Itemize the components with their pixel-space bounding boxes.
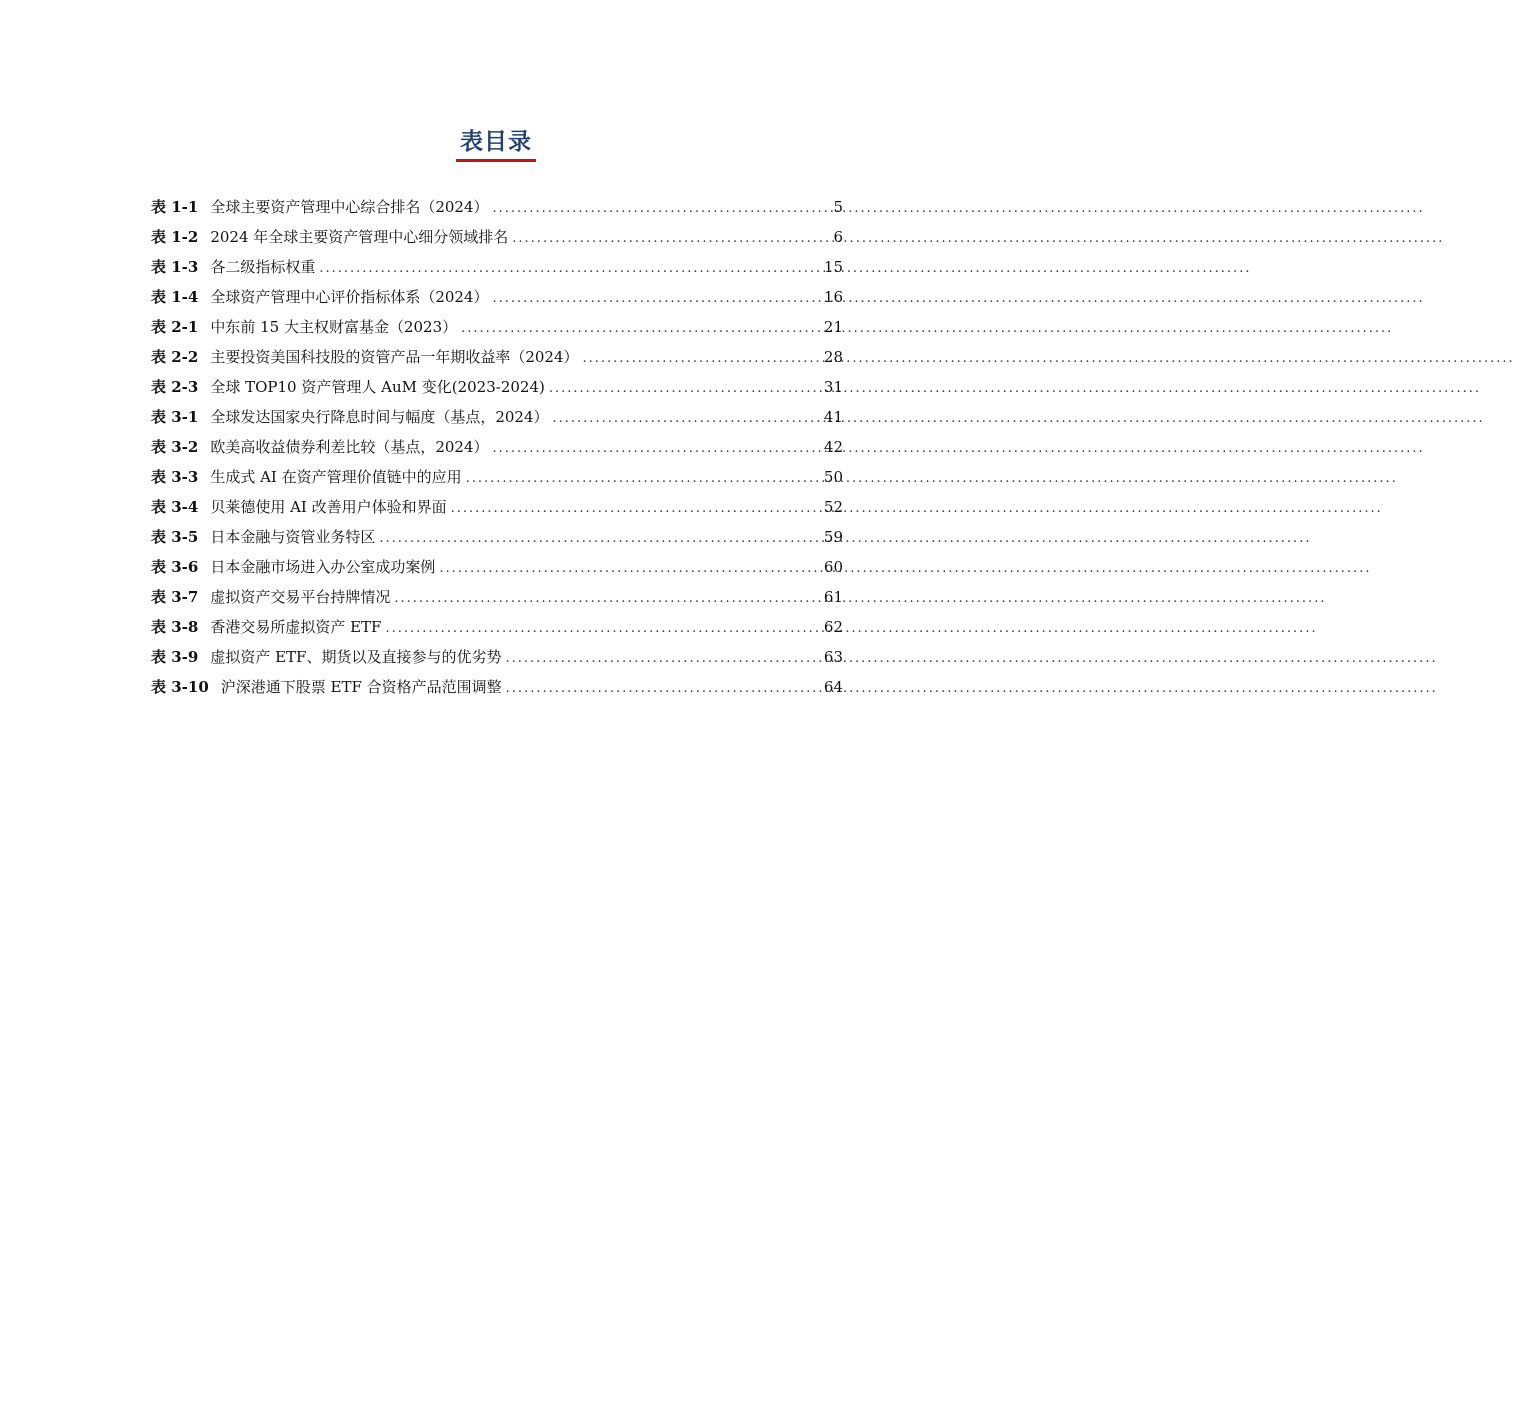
toc-entry-label: 欧美高收益债券利差比较（基点，2024） <box>210 438 489 456</box>
toc-entry-number: 表 3-3 <box>151 468 199 486</box>
toc-entry-number: 表 3-4 <box>151 498 199 516</box>
toc-entry-page-number: 41 <box>823 408 843 426</box>
toc-dot-leader <box>493 198 829 220</box>
toc-dot-leader <box>553 408 820 430</box>
toc-entry[interactable] <box>151 376 843 406</box>
toc-entry-page-number: 50 <box>823 468 843 486</box>
toc-entry-page-number: 62 <box>823 618 843 636</box>
toc-entry-label: 2024 年全球主要资产管理中心细分领域排名 <box>210 228 509 246</box>
toc-dot-leader <box>506 678 820 700</box>
toc-entry-number: 表 3-6 <box>151 558 199 576</box>
table-of-contents <box>151 196 843 706</box>
toc-entry-number: 表 2-2 <box>151 348 199 366</box>
toc-entry-label: 中东前 15 大主权财富基金（2023） <box>210 318 458 336</box>
toc-dot-leader <box>512 228 829 250</box>
page-title: 表目录 <box>456 128 536 162</box>
toc-dot-leader <box>583 348 820 370</box>
toc-entry-page-number: 60 <box>823 558 843 576</box>
toc-entry-number: 表 1-1 <box>151 198 199 216</box>
toc-entry-page-number: 63 <box>823 648 843 666</box>
toc-entry-page-number: 16 <box>823 288 843 306</box>
toc-entry-page-number: 31 <box>823 378 843 396</box>
toc-entry-page-number: 42 <box>823 438 843 456</box>
toc-entry-label: 日本金融与资管业务特区 <box>210 528 376 546</box>
toc-entry[interactable] <box>151 436 843 466</box>
toc-entry-page-number: 59 <box>823 528 843 546</box>
toc-entry-page-number: 61 <box>823 588 843 606</box>
toc-entry-label: 贝莱德使用 AI 改善用户体验和界面 <box>210 498 447 516</box>
toc-entry[interactable] <box>151 526 843 556</box>
toc-entry-page-number: 15 <box>823 258 843 276</box>
toc-entry-page-number: 64 <box>823 678 843 696</box>
toc-entry[interactable] <box>151 556 843 586</box>
toc-entry-label: 主要投资美国科技股的资管产品一年期收益率（2024） <box>210 348 579 366</box>
toc-entry-label: 香港交易所虚拟资产 ETF <box>210 618 382 636</box>
toc-entry-label: 虚拟资产交易平台持牌情况 <box>210 588 391 606</box>
toc-entry-page-number: 28 <box>823 348 843 366</box>
toc-entry[interactable] <box>151 316 843 346</box>
toc-entry-number: 表 3-10 <box>151 678 209 696</box>
toc-dot-leader <box>493 288 820 310</box>
toc-entry-number: 表 1-3 <box>151 258 199 276</box>
toc-entry[interactable] <box>151 496 843 526</box>
toc-entry[interactable] <box>151 256 843 286</box>
toc-entry[interactable] <box>151 616 843 646</box>
toc-entry-label: 全球 TOP10 资产管理人 AuM 变化(2023-2024) <box>210 378 545 396</box>
toc-entry-label: 虚拟资产 ETF、期货以及直接参与的优劣势 <box>210 648 502 666</box>
toc-entry[interactable] <box>151 226 843 256</box>
toc-dot-leader <box>385 618 819 640</box>
toc-entry-label: 生成式 AI 在资产管理价值链中的应用 <box>210 468 462 486</box>
toc-entry-page-number: 52 <box>823 498 843 516</box>
toc-entry[interactable] <box>151 286 843 316</box>
toc-dot-leader <box>461 318 820 340</box>
toc-entry-page-number: 6 <box>833 228 843 246</box>
title-container <box>0 128 992 162</box>
toc-entry-label: 沪深港通下股票 ETF 合资格产品范围调整 <box>220 678 502 696</box>
toc-dot-leader <box>549 378 820 400</box>
toc-entry-number: 表 3-7 <box>151 588 199 606</box>
toc-dot-leader <box>394 588 820 610</box>
toc-entry-label: 日本金融市场进入办公室成功案例 <box>210 558 436 576</box>
toc-dot-leader <box>505 648 819 670</box>
toc-dot-leader <box>493 438 820 460</box>
toc-entry[interactable] <box>151 586 843 616</box>
toc-entry[interactable] <box>151 406 843 436</box>
toc-entry[interactable] <box>151 646 843 676</box>
toc-entry-number: 表 3-9 <box>151 648 199 666</box>
toc-dot-leader <box>379 528 820 550</box>
toc-entry-number: 表 3-2 <box>151 438 199 456</box>
toc-entry-number: 表 1-2 <box>151 228 199 246</box>
toc-entry[interactable] <box>151 346 843 376</box>
toc-entry[interactable] <box>151 676 843 706</box>
toc-entry[interactable] <box>151 196 843 226</box>
toc-entry-page-number: 21 <box>823 318 843 336</box>
toc-entry-number: 表 3-5 <box>151 528 199 546</box>
toc-dot-leader <box>451 498 820 520</box>
toc-dot-leader <box>319 258 820 280</box>
toc-entry-label: 全球主要资产管理中心综合排名（2024） <box>210 198 489 216</box>
toc-dot-leader <box>466 468 820 490</box>
toc-entry-number: 表 2-1 <box>151 318 199 336</box>
toc-entry-number: 表 3-1 <box>151 408 199 426</box>
toc-entry-page-number: 5 <box>833 198 843 216</box>
toc-entry-label: 全球资产管理中心评价指标体系（2024） <box>210 288 489 306</box>
toc-entry[interactable] <box>151 466 843 496</box>
toc-entry-number: 表 2-3 <box>151 378 199 396</box>
toc-entry-label: 全球发达国家央行降息时间与幅度（基点，2024） <box>210 408 549 426</box>
toc-entry-number: 表 3-8 <box>151 618 199 636</box>
toc-entry-number: 表 1-4 <box>151 288 199 306</box>
toc-entry-label: 各二级指标权重 <box>210 258 316 276</box>
toc-dot-leader <box>439 558 820 580</box>
